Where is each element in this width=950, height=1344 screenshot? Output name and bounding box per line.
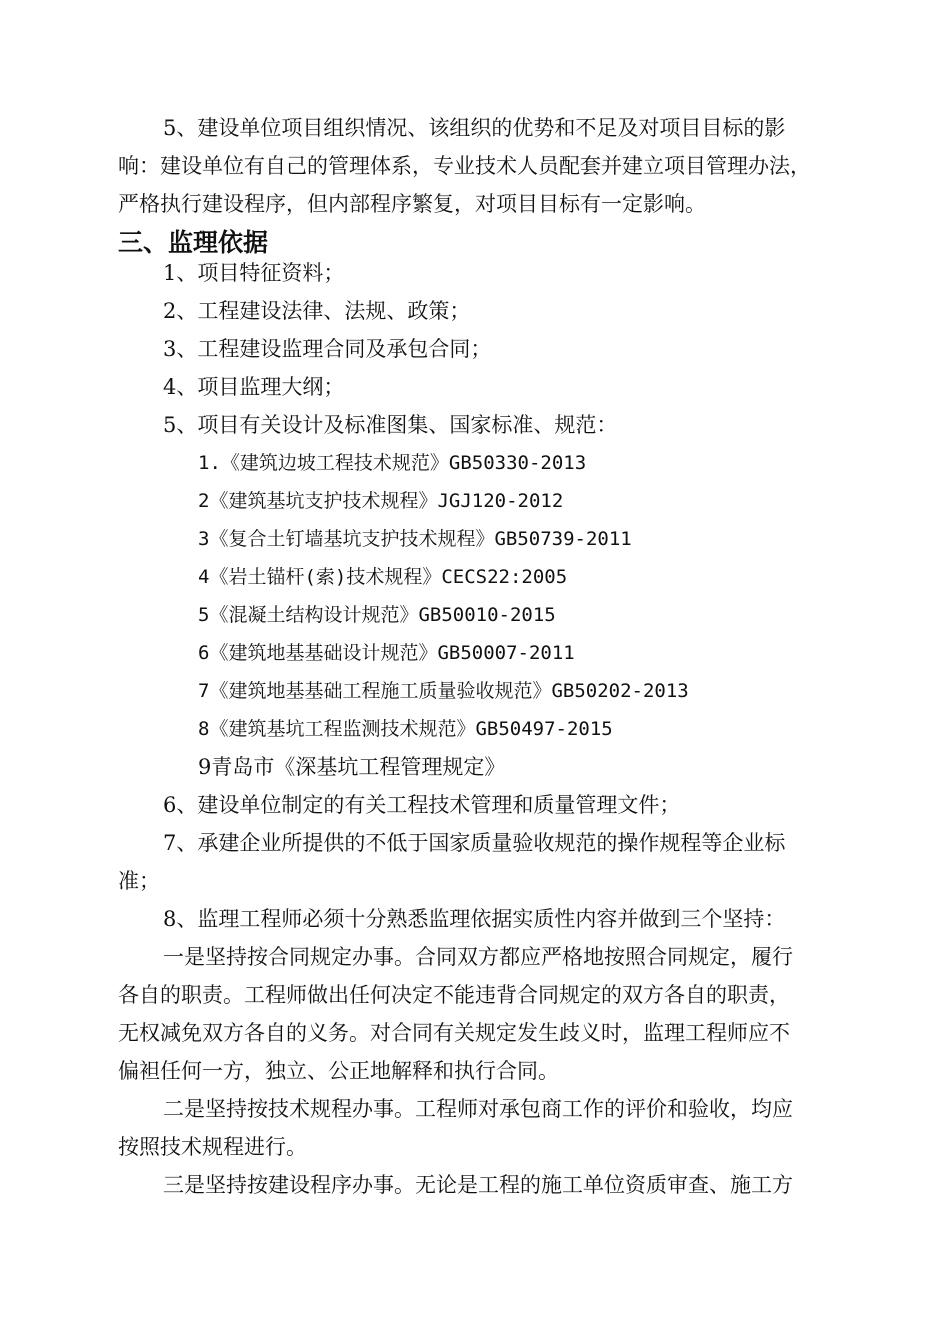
paragraph-1-line3: 无权减免双方各自的义务。对合同有关规定发生歧义时，监理工程师应不 [118,1021,790,1045]
list-item-8: 8、监理工程师必须十分熟悉监理依据实质性内容并做到三个坚持： [163,907,786,931]
standard-item-6: 6《建筑地基基础设计规范》GB50007-2011 [198,642,575,664]
standard-item-1: 1.《建筑边坡工程技术规范》GB50330-2013 [198,452,587,474]
standard-item-4: 4《岩土锚杆(索)技术规程》CECS22:2005 [198,566,568,588]
intro-p5-line2: 响：建设单位有自己的管理体系，专业技术人员配套并建立项目管理办法， [118,154,811,178]
standard-item-5: 5《混凝土结构设计规范》GB50010-2015 [198,604,556,626]
paragraph-1-line1: 一是坚持按合同规定办事。合同双方都应严格地按照合同规定，履行 [163,945,793,969]
paragraph-1-line4: 偏袒任何一方，独立、公正地解释和执行合同。 [118,1059,559,1083]
standard-item-2: 2《建筑基坑支护技术规程》JGJ120-2012 [198,490,564,512]
standard-item-9: 9青岛市《深基坑工程管理规定》 [198,755,506,779]
list-item-4: 4、项目监理大纲； [163,375,345,399]
section-heading: 三、监理依据 [118,228,269,257]
list-item-7-line1: 7、承建企业所提供的不低于国家质量验收规范的操作规程等企业标 [163,831,786,855]
list-item-2: 2、工程建设法律、法规、政策； [163,299,471,323]
standard-item-7: 7《建筑地基基础工程施工质量验收规范》GB50202-2013 [198,680,689,702]
list-item-7-line2: 准； [118,869,160,893]
paragraph-3-line1: 三是坚持按建设程序办事。无论是工程的施工单位资质审查、施工方 [163,1173,793,1197]
standard-item-8: 8《建筑基坑工程监测技术规范》GB50497-2015 [198,718,613,740]
paragraph-1-line2: 各自的职责。工程师做出任何决定不能违背合同规定的双方各自的职责， [118,983,790,1007]
list-item-6: 6、建设单位制定的有关工程技术管理和质量管理文件； [163,793,681,817]
list-item-5: 5、项目有关设计及标准图集、国家标准、规范： [163,413,618,437]
list-item-1: 1、项目特征资料； [163,261,345,285]
intro-p5-line3: 严格执行建设程序，但内部程序繁复，对项目目标有一定影响。 [118,192,706,216]
paragraph-2-line1: 二是坚持按技术规程办事。工程师对承包商工作的评价和验收，均应 [163,1097,793,1121]
standard-item-3: 3《复合土钉墙基坑支护技术规程》GB50739-2011 [198,528,632,550]
list-item-3: 3、工程建设监理合同及承包合同； [163,337,492,361]
intro-p5-line1: 5、建设单位项目组织情况、该组织的优势和不足及对项目目标的影 [163,116,786,140]
paragraph-2-line2: 按照技术规程进行。 [118,1135,307,1159]
